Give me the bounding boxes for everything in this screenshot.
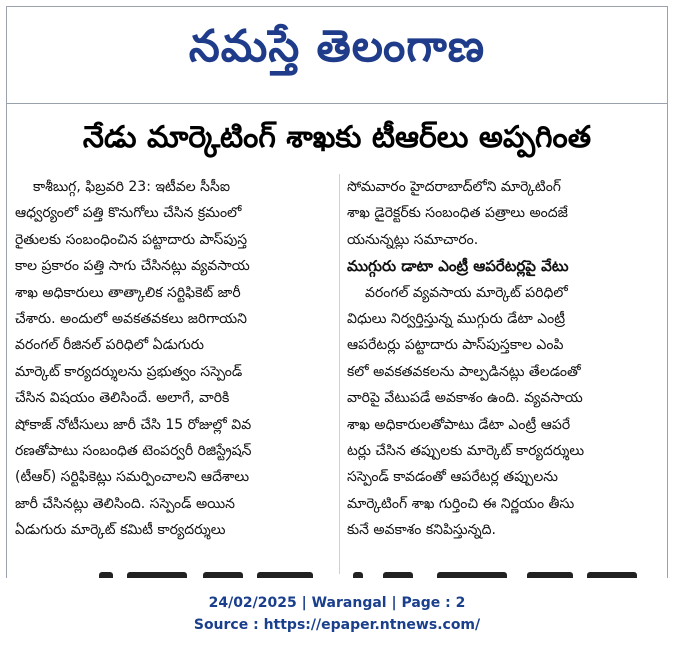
text-line: మార్కెట్ కార్యదర్శులను ప్రభుత్వం సస్పెండ్	[15, 363, 243, 380]
text-line: (టీఆర్) సర్టిఫికెట్లు సమర్పించాలని ఆదేశాలు	[15, 469, 250, 486]
dateline: 24/02/2025 | Warangal | Page : 2	[208, 595, 466, 611]
column-divider	[339, 174, 340, 574]
cut-text-fragment	[383, 572, 413, 578]
text-line: యనున్నట్లు సమాచారం.	[347, 231, 479, 248]
masthead-logo: నమస్తే తెలంగాణ	[188, 21, 486, 72]
text-line: కలో అవకతవకలను పాల్పడినట్లు తేలడంతో	[347, 363, 581, 380]
text-line: వరంగల్ వ్యవసాయ మార్కెట్ పరిధిలో	[365, 284, 568, 301]
cut-text-fragment	[353, 572, 363, 578]
text-line: ఏడుగురు మార్కెట్ కమిటీ కార్యదర్శులు	[15, 522, 226, 539]
text-line: జారీ చేసినట్లు తెలిసింది. సస్పెండ్ అయిన	[15, 495, 235, 512]
cut-text-fragment	[437, 572, 507, 578]
cut-text-fragment	[99, 572, 113, 578]
source-link[interactable]: Source : https://epaper.ntnews.com/	[193, 617, 481, 633]
article-left-column	[15, 174, 331, 543]
text-line: ఆపరేటర్లు పట్టాదారు పాస్‌పుస్తకాల ఎంపి	[347, 337, 564, 354]
text-line: శాఖ అధికారులతోపాటు డేటా ఎంట్రీ ఆపరే	[347, 416, 571, 433]
article-right-column	[347, 174, 661, 543]
text-line: కాశీబుగ్గ, ఫిబ్రవరి 23: ఇటీవల సీసీఐ	[33, 179, 231, 195]
clipping-cut-edge	[7, 568, 667, 578]
text-line: శాఖ అధికారులు తాత్కాలిక సర్టిఫికెట్ జారీ	[15, 284, 241, 301]
clipping-footer	[0, 592, 674, 636]
text-line: రైతులకు సంబంధించిన పట్టాదారు పాస్‌పుస్త	[15, 231, 248, 248]
cut-text-fragment	[527, 572, 573, 578]
masthead	[6, 6, 668, 104]
cut-text-fragment	[587, 572, 637, 578]
text-line: శాఖ డైరెక్టర్‌కు సంబంధిత పత్రాలు అందజే	[347, 205, 568, 222]
text-line: చేసిన విషయం తెలిసిందే. అలాగే, వారికి	[15, 390, 230, 407]
text-line: మార్కెటింగ్ శాఖ గుర్తించి ఈ నిర్ణయం తీసు	[347, 495, 575, 512]
text-line: చేశారు. అందులో అవకతవకలు జరిగాయని	[15, 310, 248, 327]
article-headline: నేడు మార్కెటింగ్ శాఖకు టీఆర్‌లు అప్పగింత	[82, 120, 592, 155]
cut-text-fragment	[257, 572, 313, 578]
article-clipping	[6, 104, 668, 578]
text-line: వారిపై వేటుపడే అవకాశం ఉంది. వ్యవసాయ	[347, 390, 583, 407]
text-line: విధులు నిర్వర్తిస్తున్న ముగ్గురు డేటా ఎంట్రీ	[347, 310, 566, 327]
cut-text-fragment	[203, 572, 243, 578]
text-line: ఆధ్వర్యంలో పత్తి కొనుగోలు చేసిన క్రమంలో	[15, 205, 242, 222]
text-line: సస్పెండ్ కావడంతో ఆపరేటర్ల తప్పులను	[347, 469, 558, 486]
text-line: సోమవారం హైదరాబాద్‌లోని మార్కెటింగ్	[347, 179, 561, 195]
text-line: షోకాజ్ నోటీసులు జారీ చేసి 15 రోజుల్లో వివ	[15, 416, 252, 433]
text-line: కునే అవకాశం కనిపిస్తున్నది.	[347, 522, 496, 539]
text-line: వరంగల్ రీజినల్ పరిధిలో ఏడుగురు	[15, 337, 204, 354]
article-subheading: ముగ్గురు డాటా ఎంట్రీ ఆపరేటర్లపై వేటు	[347, 257, 569, 276]
text-line: కాల ప్రకారం పత్తి సాగు చేసినట్లు వ్యవసాయ	[15, 258, 250, 275]
cut-text-fragment	[127, 572, 187, 578]
text-line: రణతోపాటు సంబంధిత టెంపర్వరీ రిజిస్ట్రేషన్	[15, 442, 252, 459]
text-line: టర్లు చేసిన తప్పులకు మార్కెట్ కార్యదర్శులు	[347, 442, 585, 459]
